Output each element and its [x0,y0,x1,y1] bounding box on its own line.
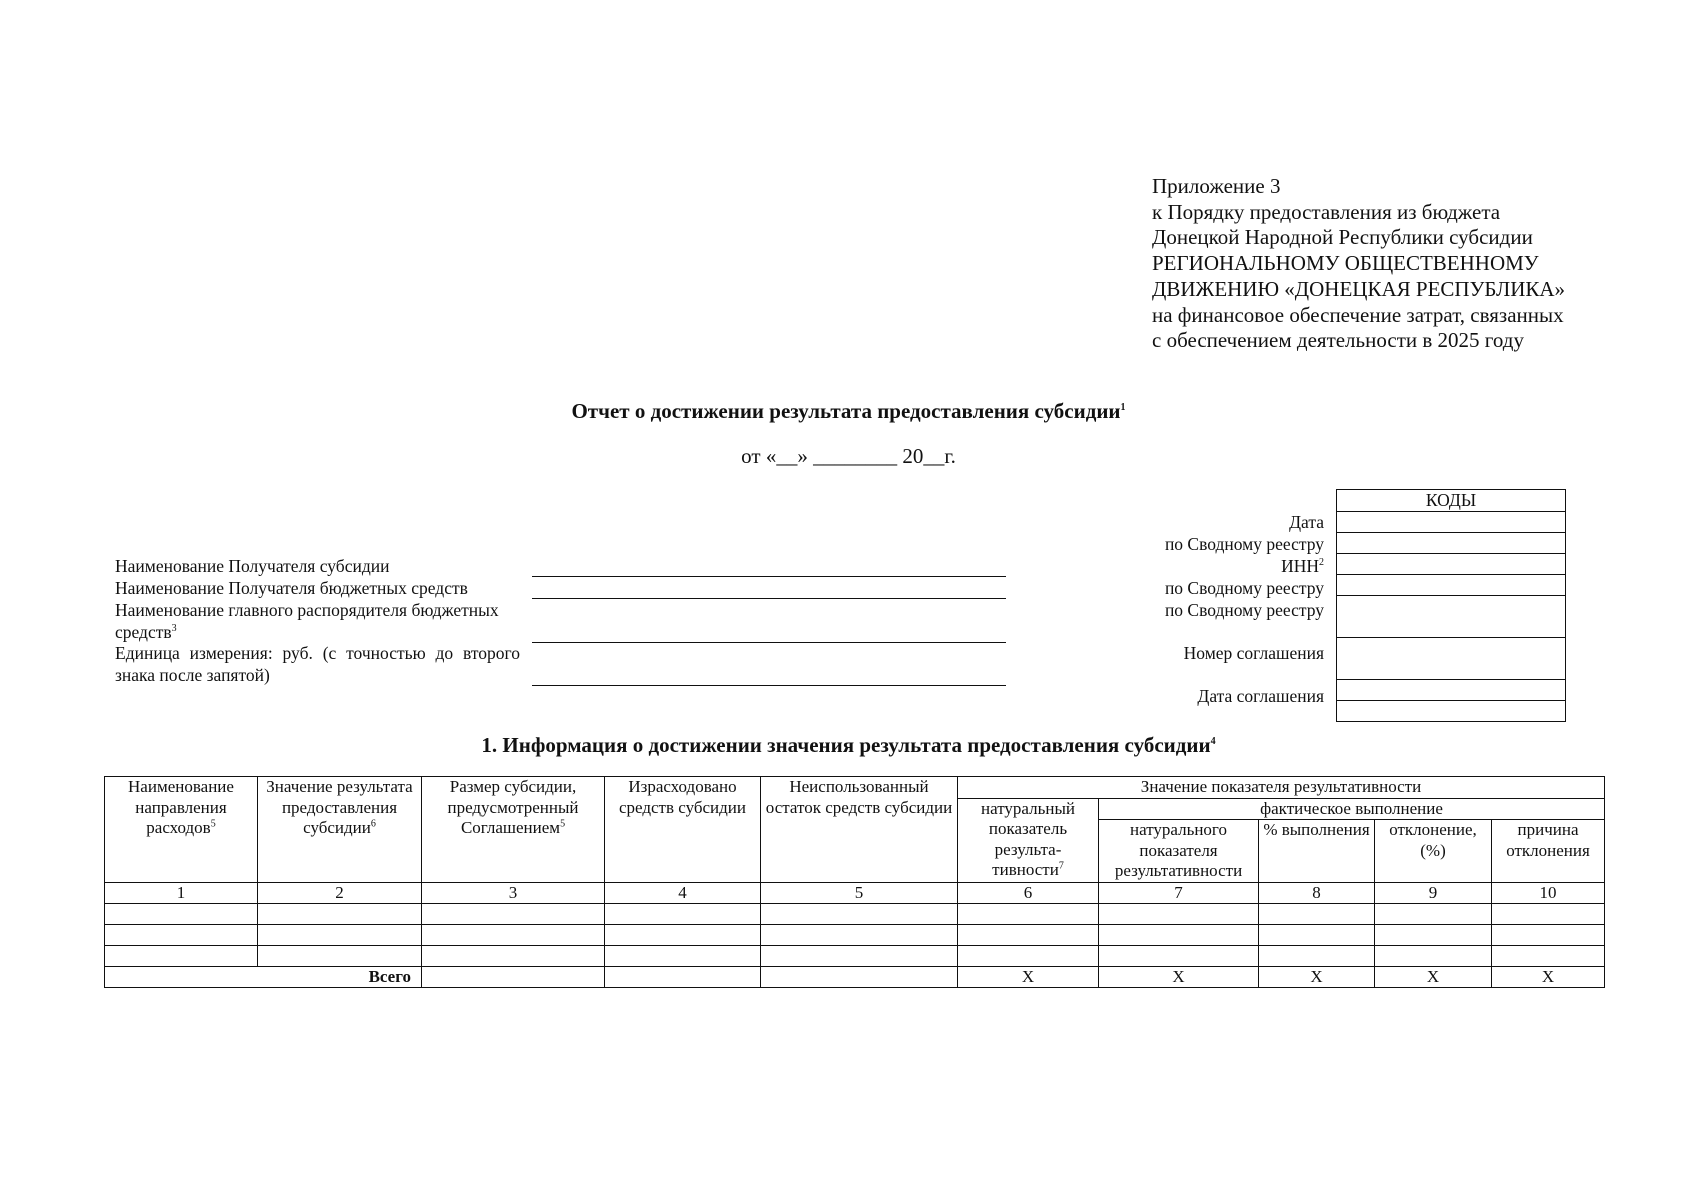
table-cell[interactable] [258,904,422,925]
table-row [105,925,1605,946]
header-text: Размер субсидии, предусмотренный Соглашением [447,777,579,837]
appendix-line: ДВИЖЕНИЮ «ДОНЕЦКАЯ РЕСПУБЛИКА» [1152,276,1566,301]
codes-cell-agreement-date[interactable] [1337,680,1566,701]
codes-label-registry: по Сводному реестру [1164,578,1324,598]
table-cell[interactable] [1375,925,1492,946]
codes-cell-registry[interactable] [1337,575,1566,596]
header-subgroup: фактическое выполнение [1099,798,1605,820]
header-col6 [958,798,1099,883]
appendix-line: РЕГИОНАЛЬНОМУ ОБЩЕСТВЕННОМУ [1152,251,1539,276]
header-col3 [422,777,605,883]
total-cell[interactable] [422,967,605,988]
header-text: Наименование направления расходов [128,777,234,837]
unit-fill-line [532,685,1006,686]
header-col9: отклонение, (%) [1375,820,1492,883]
table-cell[interactable] [1259,946,1375,967]
appendix-line: с обеспечением деятельности в 2025 году [1152,328,1524,353]
appendix-line: Приложение 3 [1152,174,1281,198]
x-mark: Х [958,967,1099,988]
results-table [104,776,1605,988]
table-cell[interactable] [605,904,761,925]
column-number: 3 [422,883,605,904]
column-number: 9 [1375,883,1492,904]
column-number: 6 [958,883,1099,904]
unit-line: знака после запятой) [115,664,270,685]
table-cell[interactable] [1099,904,1259,925]
table-cell[interactable] [761,946,958,967]
header-col7: натурального показателя результативности [1099,820,1259,883]
main-manager-line [115,622,499,644]
x-mark: Х [1099,967,1259,988]
table-cell[interactable] [761,925,958,946]
budget-recipient-fill-line [532,598,1006,599]
column-number: 2 [258,883,422,904]
x-mark: Х [1259,967,1375,988]
codes-cell-registry[interactable] [1337,596,1566,638]
table-cell[interactable] [761,904,958,925]
inn-text: ИНН [1281,556,1319,576]
footnote-mark: 3 [171,622,177,634]
appendix-header [1152,174,1565,354]
codes-cell-date[interactable] [1337,512,1566,533]
header-text: Значение результата предоставления субсидии [266,777,413,837]
table-cell[interactable] [1375,904,1492,925]
codes-header: КОДЫ [1337,490,1566,512]
table-cell[interactable] [105,946,258,967]
appendix-line: на финансовое обеспечение затрат, связанных [1152,302,1564,327]
total-row [105,967,1605,988]
codes-table [1336,489,1566,722]
report-title [0,399,1697,424]
codes-label-registry: по Сводному реестру [1164,534,1324,554]
header-group: Значение показателя результативности [958,777,1605,799]
section-title-text: 1. Информация о достижении значения результата предоставления субсидии [481,733,1211,757]
footnote-mark: 5 [210,818,216,830]
total-label: Всего [105,967,422,988]
report-date: от «__» ________ 20__г. [741,444,956,468]
x-mark: Х [1492,967,1605,988]
footnote-mark: 2 [1319,557,1324,569]
codes-label-date: Дата [1289,512,1324,532]
header-col4: Израсходовано средств субсидии [605,777,761,883]
table-row [105,904,1605,925]
table-cell[interactable] [1492,946,1605,967]
column-number: 8 [1259,883,1375,904]
table-cell[interactable] [958,925,1099,946]
recipient-label: Наименование Получателя субсидии [115,556,390,576]
x-mark: Х [1375,967,1492,988]
table-cell[interactable] [1259,925,1375,946]
main-manager-text: средств [115,621,172,642]
main-manager-line: Наименование главного распорядителя бюджетных [115,600,499,620]
codes-label-registry: по Сводному реестру [1164,600,1324,620]
footnote-mark: 4 [1210,736,1216,747]
appendix-line: к Порядку предоставления из бюджета [1152,199,1501,224]
column-number: 4 [605,883,761,904]
table-cell[interactable] [105,925,258,946]
total-cell[interactable] [761,967,958,988]
budget-recipient-label: Наименование Получателя бюджетных средств [115,578,468,598]
unit-line: Единица измерения: руб. (с точностью до второго [115,643,520,663]
table-cell[interactable] [958,904,1099,925]
appendix-line: Донецкой Народной Республики субсидии [1152,225,1533,250]
codes-cell-inn[interactable] [1337,554,1566,575]
table-cell[interactable] [1492,904,1605,925]
table-cell[interactable] [1099,946,1259,967]
footnote-mark: 7 [1058,860,1064,872]
table-cell[interactable] [105,904,258,925]
footnote-mark: 1 [1120,402,1126,413]
table-row [105,946,1605,967]
header-col5: Неиспользованный остаток средств субсидии [761,777,958,883]
table-cell[interactable] [1099,925,1259,946]
section-title [0,733,1697,758]
unit-label [115,643,520,686]
codes-label-agreement-date: Дата соглашения [1197,686,1324,706]
codes-cell-registry[interactable] [1337,533,1566,554]
footnote-mark: 5 [560,818,566,830]
recipient-fill-line [532,576,1006,577]
table-cell[interactable] [422,925,605,946]
main-manager-fill-line [532,642,1006,643]
header-col8: % выполнения [1259,820,1375,883]
header-text: натуральный показатель результа-тивности [981,798,1075,879]
column-number: 7 [1099,883,1259,904]
table-cell[interactable] [1375,946,1492,967]
codes-label-agreement-number: Номер соглашения [1183,643,1324,663]
codes-label-inn [1281,556,1324,578]
table-cell[interactable] [422,904,605,925]
header-col1 [105,777,258,883]
codes-cell-extra[interactable] [1337,701,1566,722]
header-col10: причина отклонения [1492,820,1605,883]
footnote-mark: 6 [370,818,376,830]
codes-cell-agreement-number[interactable] [1337,638,1566,680]
table-cell[interactable] [422,946,605,967]
table-cell[interactable] [258,925,422,946]
column-number: 5 [761,883,958,904]
column-number: 10 [1492,883,1605,904]
table-cell[interactable] [258,946,422,967]
table-cell[interactable] [1492,925,1605,946]
main-manager-label [115,600,499,643]
report-title-text: Отчет о достижении результата предоставления субсидии [571,399,1121,423]
column-number: 1 [105,883,258,904]
table-cell[interactable] [958,946,1099,967]
table-cell[interactable] [1259,904,1375,925]
table-cell[interactable] [605,946,761,967]
table-cell[interactable] [605,925,761,946]
header-col2 [258,777,422,883]
total-cell[interactable] [605,967,761,988]
